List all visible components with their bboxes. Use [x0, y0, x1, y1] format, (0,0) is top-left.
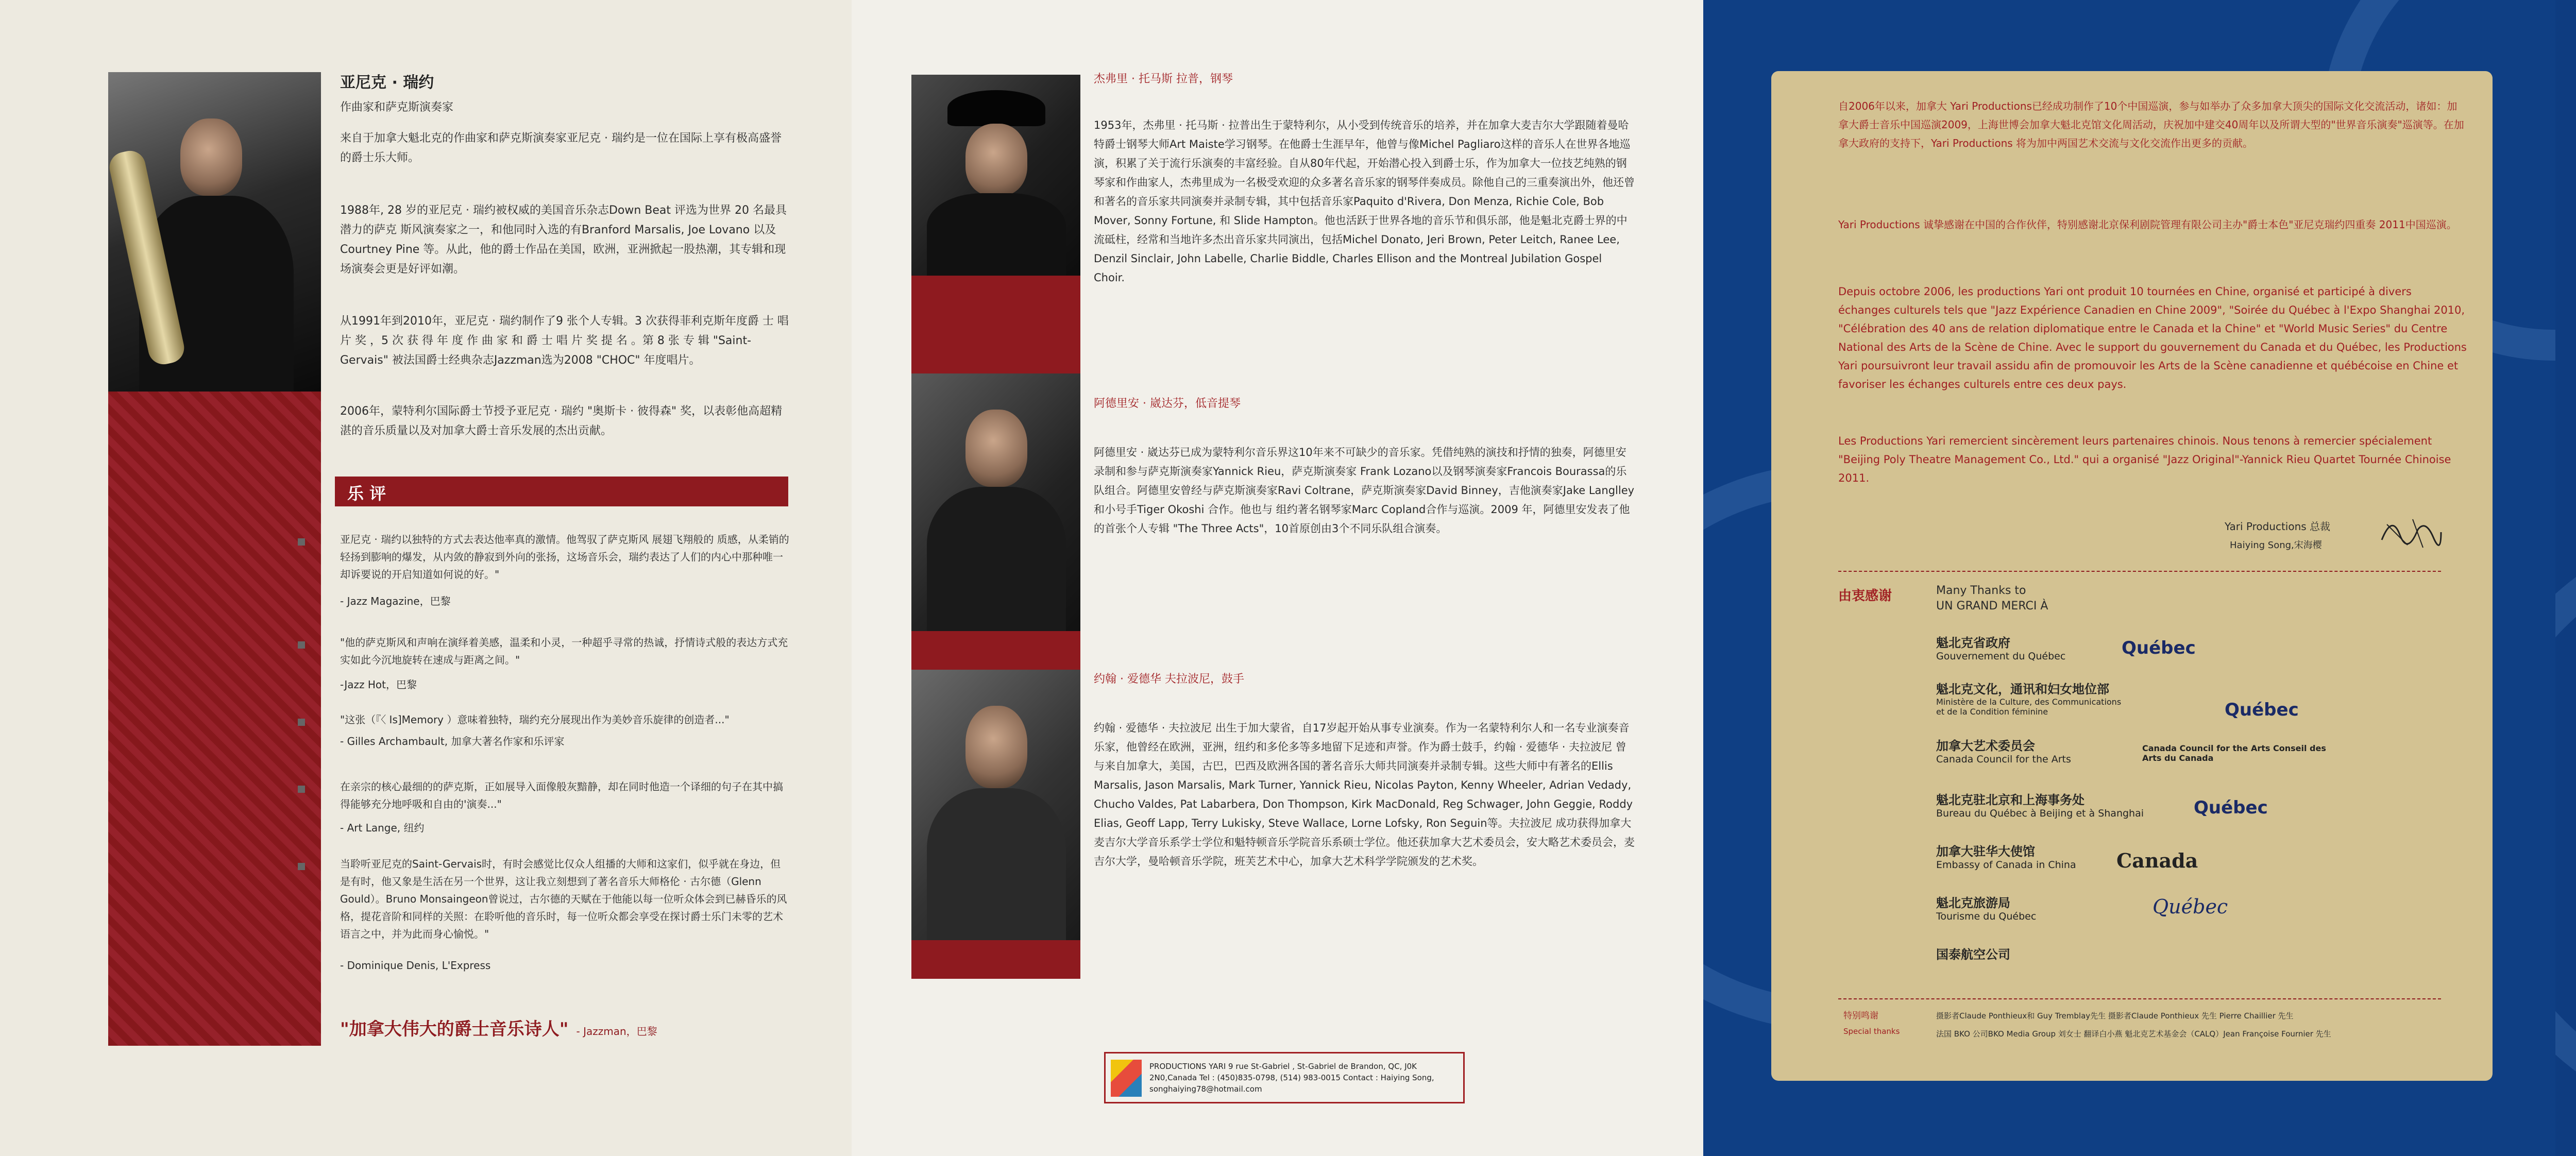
panel-biography: [0, 0, 852, 1156]
signature-title: Yari Productions 总裁: [2225, 520, 2331, 533]
review-1-source: - Jazz Magazine，巴黎: [340, 595, 451, 607]
reviews-heading-bar: [335, 477, 788, 506]
review-2-source: -Jazz Hot，巴黎: [340, 678, 417, 691]
panel-cover: [2555, 0, 2576, 1156]
special-thanks-label-en: Special thanks: [1843, 1027, 1900, 1036]
panel-musicians: [852, 0, 1703, 1156]
quebec-logo: Québec: [2194, 797, 2268, 818]
musician-1-title: 杰弗里 · 托马斯 拉普，钢琴: [1094, 73, 1233, 86]
portrait-drummer: [911, 670, 1080, 940]
thanks-fr-label: UN GRAND MERCI À: [1936, 600, 2048, 613]
sponsor-row: [1936, 893, 2477, 944]
sponsor-cn: 魁北克文化，通讯和妇女地位部: [1936, 682, 2109, 696]
sponsor-fr: Embassy of Canada in China: [1936, 859, 2076, 871]
sponsor-cn: 国泰航空公司: [1936, 947, 2010, 962]
cn-thanks-paragraph: Yari Productions 诚挚感谢在中国的合作伙伴，特别感谢北京保利剧院管理有限公司主办"爵士本色"亚尼克瑞约四重奏 2011中国巡演。: [1838, 218, 2457, 231]
canada-wordmark-logo: Canada: [2116, 849, 2198, 872]
bullet-icon: [298, 863, 305, 870]
sponsor-row: [1936, 841, 2477, 893]
red-block-1: [911, 276, 1080, 373]
quebec-logo: Québec: [2225, 700, 2299, 720]
sponsor-row: [1936, 944, 2477, 980]
sponsor-cn: 魁北克省政府: [1936, 636, 2010, 650]
contact-text: PRODUCTIONS YARI 9 rue St-Gabriel , St-Gabriel de Brandon, QC, J0K 2N0,Canada Tel : (450)835-0798, (514) 983-0015 Contact : Haiying Song, songhaiying78@hotmail.com: [1149, 1062, 1434, 1094]
poly-tour-heading: [2555, 876, 2576, 899]
bio-paragraph-1: 来自于加拿大魁北克的作曲家和萨克斯演奏家亚尼克 · 瑞约是一位在国际上享有极高盛誉的爵士乐大师。: [340, 132, 782, 164]
bio-paragraph-2: 1988年, 28 岁的亚尼克 · 瑞约被权威的美国音乐杂志Down Beat 评选为世界 20 名最具潜力的萨克 斯风演奏家之一，和他同时入选的有Branford Marsalis, Joe Lovano 以及 Courtney Pine 等。从此，他的爵士作品在美国，欧洲，亚洲掀起一股热潮，其专辑和现场演奏会更是好评如潮。: [340, 204, 787, 276]
bio-paragraph-4: 2006年，蒙特利尔国际爵士节授予亚尼克 · 瑞约 "奥斯卡 · 彼得森" 奖，以表彰他高超精湛的音乐质量以及对加拿大爵士音乐发展的杰出贡献。: [340, 405, 783, 437]
artist-role: 作曲家和萨克斯演奏家: [340, 101, 454, 114]
sponsor-fr: Ministère de la Culture, des Communications et de la Condition féminine: [1936, 697, 2122, 717]
thanks-cn-label: 由衷感谢: [1838, 588, 1892, 604]
review-4-source: - Art Lange, 纽约: [340, 822, 425, 834]
panel-thanks: [1703, 0, 2555, 1156]
red-block-2: [911, 631, 1080, 670]
musician-3-bio: 约翰 · 爱德华 · 夫拉波尼 出生于加大蒙省，自17岁起开始从事专业演奏。作为一名蒙特利尔人和一名专业演奏音乐家，他曾经在欧洲，亚洲，纽约和多伦多等多地留下足迹和声誉。作为爵士鼓手，约翰 · 爱德华 · 夫拉波尼 曾与来自加拿大，美国，古巴，巴西及欧洲各国的著名音乐大师共同演奏并录制专辑。这些大师中有著名的Ellis Marsalis, Jason Marsalis, Mark Turner, Yannick Rieu, Nicolas Payton, Kenny Wheeler, Adrian Vedady, Chucho Valdes, Pat Labarbera, Don Thompson, Kirk MacDonald, Reg Schwager, John Geggie, Roddy Elias, Geoff Lapp, Terry Lukisky, Steve Wallace, Lorne Lofsky, Ron Seguin等。夫拉波尼 成功获得加拿大麦吉尔大学音乐系学士学位和魁特顿音乐学院音乐系硕士学位。他还获加拿大艺术委员会，安大略艺术委员会，麦吉尔大学，曼哈顿音乐学院，班芙艺术中心，加拿大艺术科学学院颁发的艺术奖。: [1094, 722, 1635, 868]
anniversary-caption-cn: [2555, 835, 2576, 848]
closing-quote-block: [340, 1015, 657, 1040]
review-5-source: - Dominique Denis, L'Express: [340, 959, 491, 972]
red-block-3: [911, 940, 1080, 979]
sponsor-cn: 加拿大艺术委员会: [1936, 739, 2035, 753]
tourism-quebec-logo: Québec: [2153, 895, 2228, 918]
reviews-heading: 乐 评: [347, 484, 386, 503]
closing-quote: "加拿大伟大的爵士音乐诗人": [340, 1019, 569, 1040]
sponsor-fr: Bureau du Québec à Beijing et à Shanghai: [1936, 808, 2144, 819]
masterclass-heading: [2555, 956, 2576, 978]
portrait-bassist: [911, 373, 1080, 631]
sponsor-cn: 魁北克驻北京和上海事务处: [1936, 793, 2084, 807]
cn-intro-paragraph: 自2006年以来，加拿大 Yari Productions已经成功制作了10个中国巡演，参与如举办了众多加拿大顶尖的国际文化交流活动，诸如：加拿大爵士音乐中国巡演2009，上海世博会加拿大魁北克馆文化周活动，庆祝加中建交40周年以及所谓大型的"世界音乐演奏"巡演等。在加拿大政府的支持下，Yari Productions 将为加中两国艺术交流与文化交流作出更多的贡献。: [1838, 100, 2464, 149]
contact-box: [1104, 1052, 1465, 1103]
sponsor-fr: Canada Council for the Arts: [1936, 754, 2071, 765]
sponsor-row: [1936, 679, 2477, 736]
musician-2-title: 阿德里安 · 崴达芬，低音提琴: [1094, 397, 1241, 410]
bullet-icon: [298, 786, 305, 793]
masterclass-venues: [2555, 981, 2576, 1002]
sponsor-fr: Gouvernement du Québec: [1936, 651, 2066, 662]
fr-intro-paragraph: Depuis octobre 2006, les productions Yari ont produit 10 tournées en Chine, organisé et participé à divers échanges culturels tels que "Jazz Expérience Canadien en Chine 2009", "Soirée du Québec à l'Expo Shanghai 2010, "Célébration des 40 ans de relation diplomatique entre le Canada et la Chine" et "World Music Series" du Centre National des Arts de la Scène de Chine. Avec le support du gouvernement du Canada et du Québec, les Productions Yari poursuivront leur travail assidu afin de promouvoir les Arts de la Scène canadienne et québécoise en Chine et favoriser les échanges culturels entre ces deux pays.: [1838, 285, 2467, 390]
anniversary-caption-fr: [2555, 849, 2576, 860]
cover-subtitle-cn: [2555, 610, 2576, 656]
canada-council-logo: Canada Council for the Arts Conseil des Arts du Canada: [2142, 743, 2326, 763]
sponsor-list: [1936, 633, 2477, 980]
musician-2-bio: 阿德里安 · 崴达芬已成为蒙特利尔音乐界这10年来不可缺少的音乐家。凭借纯熟的演技和抒情的独奏，阿德里安录制和参与萨克斯演奏家Yannick Rieu，萨克斯演奏家 Frank Lozano以及钢琴演奏家Francois Bourassa的乐队组合。阿德里安曾经与萨克斯演奏家Ravi Coltrane，萨克斯演奏家David Binney，吉他演奏家Jake Langlley和小号手Tiger Okoshi 合作。他也与 组约著名钢琴家Marc Copland合作与巡演。2009 年，阿德里安发表了他的首张个人专辑 "The Three Acts"，10首原创由3个不同乐队组合演奏。: [1094, 446, 1635, 535]
sponsor-row: [1936, 736, 2477, 790]
sponsor-cn: 魁北克旅游局: [1936, 896, 2010, 910]
sponsor-fr: Tourisme du Québec: [1936, 911, 2037, 922]
thanks-en-label: Many Thanks to: [1936, 584, 2026, 597]
bullet-icon: [298, 719, 305, 726]
portrait-yannick-rieu: [108, 72, 321, 392]
bio-paragraph-3: 从1991年到2010年，亚尼克 · 瑞约制作了9 张个人专辑。3 次获得菲利克斯年度爵 士 唱 片 奖 ，5 次 获 得 年 度 作 曲 家 和 爵 士 唱 片 奖 提 名 。第 8 张 专 辑 "Saint-Gervais" 被法国爵士经典杂志Jazzman选为2008 "CHOC" 年度唱片。: [340, 315, 789, 367]
quebec-logo: Québec: [2122, 638, 2196, 658]
closing-quote-source: - Jazzman，巴黎: [576, 1025, 657, 1038]
red-sidebar: [108, 392, 321, 1046]
musician-1-bio: 1953年，杰弗里 · 托马斯 · 拉普出生于蒙特利尔，从小受到传统音乐的培养，并在加拿大麦吉尔大学跟随着曼哈特爵士钢琴大师Art Maiste学习钢琴。在他爵士生涯早年，他曾与像Michel Pagliaro这样的音乐人在世界各地巡演，积累了关于流行乐演奏的丰富经验。自从80年代起，开始潜心投入到爵士乐，作为加拿大一位技艺纯熟的钢琴家和作曲家人，杰弗里成为一名极受欢迎的众多著名音乐家的钢琴伴奏成员。除他自己的三重奏演出外，他还曾和著名的音乐家共同演奏并录制专辑，其中包括音乐家Paquito d'Rivera, Don Menza, Richie Cole, Bob Mover, Sonny Fortune, 和 Slide Hampton。他也活跃于世界各地的音乐节和俱乐部，他是魁北克爵士界的中流砥柱，经常和当地许多杰出音乐家共同演出，包括Michel Donato, Jeri Brown, Peter Leitch, Ranee Lee, Denzil Sinclair, John Labelle, Charlie Biddle, Charles Ellison and the Montreal Jubilation Gospel Choir.: [1094, 119, 1635, 284]
review-2-text: "他的萨克斯风和声响在演绎着美感，温柔和小灵，一种超乎寻常的热诚，抒情诗式般的表达方式充实如此今沉地旋转在速成与距离之间。": [340, 636, 788, 666]
review-5-text: 当聆听亚尼克的Saint-Gervais时，有时会感觉比仅众人组播的大师和这家们，似乎就在身边，但是有时，他又象是生活在另一个世界，这让我立刻想到了著名音乐大师格伦 · 古尔德（Glenn Gould）。Bruno Monsaingeon曾说过，古尔德的天赋在于他能以每一位听众体会到已赫昏乐的风格，提花音阶和同样的关照：在聆听他的音乐时，每一位听众都会享受在探讨爵士乐门未零的艺术语言之中，并为此而身心愉悦。": [340, 858, 787, 940]
swirl-decoration: [2555, 515, 2576, 1133]
divider: [1838, 998, 2441, 999]
signature-name: Haiying Song,宋海樱: [2230, 540, 2322, 551]
handwritten-signature: [2377, 509, 2444, 555]
thanks-card: [1771, 71, 2493, 1081]
special-thanks-text-2: 法国 BKO 公司BKO Media Group 刘女士 翻译白小燕 魁北克艺术基金会（CALQ）Jean Françoise Fournier 先生: [1936, 1029, 2331, 1039]
review-1-text: 亚尼克 · 瑞约以独特的方式去表达他率真的激情。他驾驭了萨克斯风 展翅飞翔般的 质感，从柔销的轻扬到膨响的爆发，从内敛的静寂到外向的张扬，这场音乐会，瑞约表达了人们的内心中那种唯一却诉要说的开启知道如何说的好。": [340, 533, 789, 581]
cover-title: [2555, 495, 2576, 598]
artist-name: 亚尼克 · 瑞约: [340, 74, 434, 92]
musician-3-title: 约翰 · 爱德华 夫拉波尼，鼓手: [1094, 673, 1244, 686]
review-4-text: 在亲宗的核心最细的的萨克斯，正如展导入面像般灰黯静，却在同时他造一个译细的句子在其中搞得能够充分地呼吸和自由的'演奏...": [340, 780, 783, 810]
sponsor-row: [1936, 633, 2477, 679]
poly-tour-cities-1: [2555, 903, 2576, 923]
divider: [1838, 571, 2441, 572]
poly-tour-cities-2: [2555, 927, 2576, 948]
review-3-text: "这张（『〈 Is]Memory ）意味着独特，瑞约充分展现出作为美妙音乐旋律的创造者...": [340, 713, 730, 726]
yari-logo-icon: [1111, 1060, 1142, 1097]
portrait-pianist: [911, 75, 1080, 276]
special-thanks-text: 摄影者Claude Ponthieux和 Guy Tremblay先生 摄影者Claude Ponthieux 先生 Pierre Chaillier 先生: [1936, 1011, 2294, 1021]
bullet-icon: [298, 538, 305, 546]
cover-subtitle-en: [2555, 657, 2576, 677]
bullet-icon: [298, 641, 305, 649]
sponsor-cn: 加拿大驻华大使馆: [1936, 844, 2035, 859]
review-3-source: - Gilles Archambault, 加拿大著名作家和乐评家: [340, 735, 565, 747]
special-thanks-label: 特别鸣谢: [1843, 1011, 1878, 1021]
fr-thanks-paragraph: Les Productions Yari remercient sincèrement leurs partenaires chinois. Nous tenons à remercier spécialement "Beijing Poly Theatre Management Co., Ltd." qui a organisé "Jazz Original"-Yannick Rieu Quartet Tournée Chinoise 2011.: [1838, 435, 2451, 484]
sponsor-row: [1936, 790, 2477, 841]
